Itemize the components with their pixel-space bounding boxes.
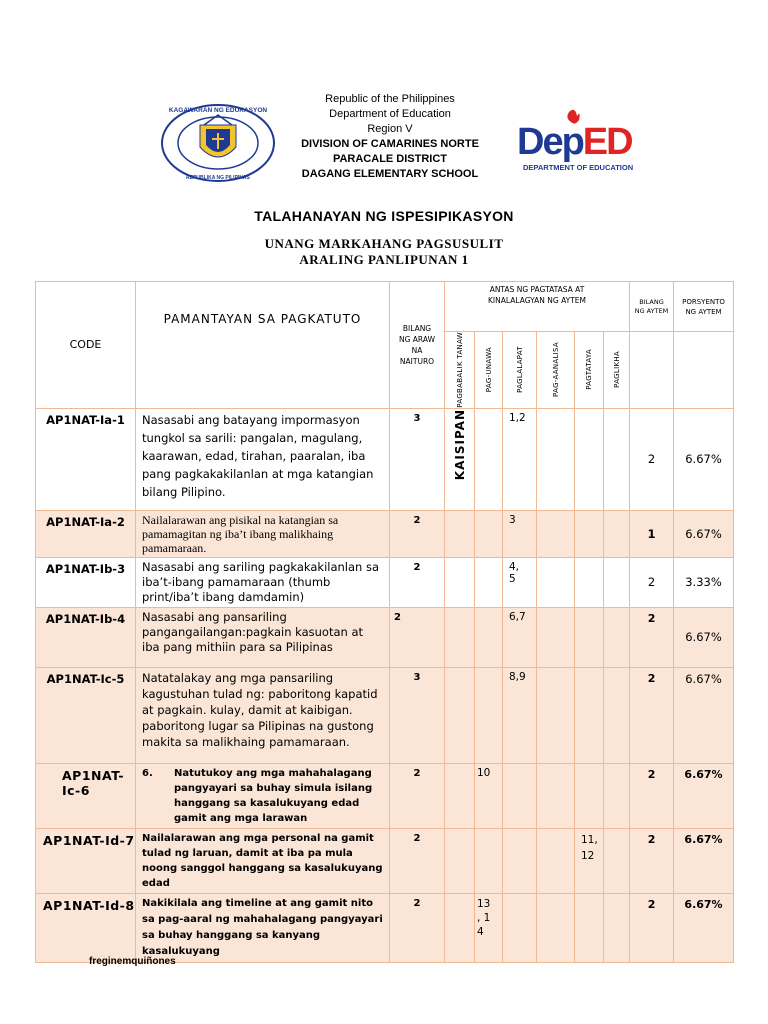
- row-level-6: [604, 557, 630, 607]
- row-level-4: [537, 667, 575, 763]
- row-percent: 6.67%: [674, 607, 734, 667]
- header-line-2: Department of Education: [329, 108, 451, 120]
- header-bilang-araw: BILANG NG ARAW NA NAITURO: [390, 282, 445, 409]
- row-level-6: [604, 408, 630, 510]
- row-competency-text: Natutukoy ang mga mahahalagang pangyayari sa buhay simula isilang hanggang sa kasalukuyang edad gamit ang mga larawan: [174, 767, 373, 824]
- row-level-6: [604, 893, 630, 962]
- header-porsyento: PORSYENTO NG AYTEM: [674, 282, 734, 332]
- table-row: [36, 893, 734, 962]
- row-level-3: 3: [503, 510, 537, 557]
- row-level-4: [537, 557, 575, 607]
- row-items: 2: [630, 893, 674, 962]
- seal-text-bottom: REPUBLIKA NG PILIPINAS: [186, 175, 250, 181]
- row-level-5: 11, 12: [575, 828, 604, 893]
- row-level-5: [575, 510, 604, 557]
- table-row: [36, 408, 734, 510]
- header-code: CODE: [36, 282, 136, 409]
- row-items: 2: [630, 667, 674, 763]
- header-line-5: PARACALE DISTRICT: [332, 153, 448, 165]
- row-level-6: [604, 607, 630, 667]
- row-code: AP1NAT-Ia-1: [36, 408, 136, 510]
- header-bilang-aytem: BILANG NG AYTEM: [630, 282, 674, 332]
- row-level-4: [537, 408, 575, 510]
- row-level-3: [503, 763, 537, 828]
- row-level-4: [537, 607, 575, 667]
- row-competency: [136, 763, 390, 828]
- row-competency: Nailalarawan ang pisikal na katangian sa pamamagitan ng iba’t ibang malikhaing pamamaraan.: [136, 510, 390, 557]
- deped-logo-subtext: DEPARTMENT OF EDUCATION: [523, 163, 634, 172]
- row-level-3: 4, 5: [503, 557, 537, 607]
- row-items: 1: [630, 510, 674, 557]
- row-level-2: 13 , 14: [475, 893, 503, 962]
- row-days: 3: [390, 667, 445, 763]
- header-line-4: DIVISION OF CAMARINES NORTE: [301, 138, 479, 150]
- row-code: AP1NAT-Id-7: [36, 828, 136, 893]
- row-competency: Nasasabi ang batayang impormasyon tungkol sa sarili: pangalan, magulang, kaarawan, edad, tirahan, paaralan, iba pang pagkakakilanlan at mga katangian bilang Pilipino.: [136, 408, 390, 510]
- footer-author: freginemquiñones: [89, 956, 176, 967]
- deped-logo-text: DepED: [517, 121, 632, 163]
- deped-logo: [515, 108, 635, 178]
- row-level-4: [537, 763, 575, 828]
- table-row: [36, 828, 734, 893]
- table-row: [36, 667, 734, 763]
- row-level-3: 6,7: [503, 607, 537, 667]
- row-days: 3: [390, 408, 445, 510]
- row-percent: 6.67%: [674, 828, 734, 893]
- document-title: TALAHANAYAN NG ISPESIPIKASYON: [254, 208, 514, 224]
- row-level-1: [445, 893, 475, 962]
- row-level-3: [503, 828, 537, 893]
- row-competency: Nasasabi ang sariling pagkakakilanlan sa iba’t-ibang pamamaraan (thumb print/iba’t ibang damdamin): [136, 557, 390, 607]
- row-level-5: [575, 557, 604, 607]
- row-days: 2: [390, 828, 445, 893]
- row-level-5: [575, 667, 604, 763]
- level-pag-aanalisa: PAG-AANALISA: [537, 332, 575, 409]
- row-level-4: [537, 893, 575, 962]
- row-level-5: [575, 408, 604, 510]
- row-items: 2: [630, 828, 674, 893]
- row-level-5: [575, 893, 604, 962]
- row-code: AP1NAT-Id-8: [36, 893, 136, 962]
- level-pag-unawa: PAG-UNAWA: [475, 332, 503, 409]
- row-items: 2: [630, 607, 674, 667]
- row-days: 2: [390, 510, 445, 557]
- specification-table: [35, 281, 734, 963]
- letterhead: [250, 92, 530, 182]
- row-competency: Nasasabi ang pansariling pangangailangan:pagkain kasuotan at iba pang mithiin para sa Pilipinas: [136, 607, 390, 667]
- row-percent: 3.33%: [674, 557, 734, 607]
- header-line-1: Republic of the Philippines: [325, 93, 455, 105]
- row-percent: 6.67%: [674, 408, 734, 510]
- row-level-1: [445, 510, 475, 557]
- row-code: AP1NAT-Ic-5: [36, 667, 136, 763]
- row-level-1: [445, 763, 475, 828]
- row-percent: 6.67%: [674, 763, 734, 828]
- row-level-1: [445, 667, 475, 763]
- row-level-2: [475, 607, 503, 667]
- row-days: 2: [390, 763, 445, 828]
- document-subtitle-2: ARALING PANLIPUNAN 1: [299, 252, 469, 267]
- row-days: 2: [390, 557, 445, 607]
- row-level-6: [604, 828, 630, 893]
- row-kaisipan: KAISIPAN: [445, 408, 475, 510]
- table-row: [36, 763, 734, 828]
- row-competency: Nailalarawan ang mga personal na gamit tulad ng laruan, damit at iba pa mula noong sanggol hanggang sa kasalukuyang edad: [136, 828, 390, 893]
- row-level-4: [537, 828, 575, 893]
- document-subtitle-1: UNANG MARKAHANG PAGSUSULIT: [264, 236, 504, 251]
- row-level-4: [537, 510, 575, 557]
- level-pagtataya: PAGTATAYA: [575, 332, 604, 409]
- row-level-3: 8,9: [503, 667, 537, 763]
- row-code: AP1NAT-Ic-6: [36, 763, 136, 828]
- level-paglalapat: PAGLALAPAT: [503, 332, 537, 409]
- row-percent: 6.67%: [674, 893, 734, 962]
- row-code: AP1NAT-Ib-3: [36, 557, 136, 607]
- seal-text-top: KAGAWARAN NG EDUKASYON: [168, 107, 268, 114]
- row-item-number: 6.: [142, 767, 153, 779]
- row-level-2: 10: [475, 763, 503, 828]
- level-pagbabalik-tanaw: PAGBABALIK TANAW: [445, 332, 475, 409]
- row-level-2: [475, 667, 503, 763]
- deped-seal-logo: [160, 103, 276, 183]
- header-line-3: Region V: [367, 123, 413, 135]
- header-line-6: DAGANG ELEMENTARY SCHOOL: [301, 168, 479, 180]
- row-days: 2: [390, 607, 445, 667]
- row-percent: 6.67%: [674, 510, 734, 557]
- table-row: [36, 510, 734, 557]
- row-level-6: [604, 763, 630, 828]
- row-competency: Natatalakay ang mga pansariling kagustuhan tulad ng: paboritong kapatid at pagkain. kulay, damit at kaibigan. paboritong lugar sa Pilipinas na gustong makita sa malikhaing pamamaraan.: [136, 667, 390, 763]
- row-level-5: [575, 763, 604, 828]
- row-level-6: [604, 510, 630, 557]
- row-days: 2: [390, 893, 445, 962]
- row-percent: 6.67%: [674, 667, 734, 763]
- row-level-6: [604, 667, 630, 763]
- row-level-3: 1,2: [503, 408, 537, 510]
- row-level-1: [445, 557, 475, 607]
- row-items: 2: [630, 763, 674, 828]
- table-row: [36, 607, 734, 667]
- row-level-5: [575, 607, 604, 667]
- row-level-1: [445, 828, 475, 893]
- row-level-2: [475, 828, 503, 893]
- table-row: [36, 557, 734, 607]
- row-items: 2: [630, 408, 674, 510]
- header-antas: ANTAS NG PAGTATASA AT KINALALAGYAN NG AYTEM: [445, 282, 630, 332]
- level-paglikha: PAGLIKHA: [604, 332, 630, 409]
- row-level-2: [475, 408, 503, 510]
- row-items: 2: [630, 557, 674, 607]
- row-level-1: [445, 607, 475, 667]
- row-level-2: [475, 557, 503, 607]
- row-code: AP1NAT-Ib-4: [36, 607, 136, 667]
- row-code: AP1NAT-Ia-2: [36, 510, 136, 557]
- header-pamantayan: PAMANTAYAN SA PAGKATUTO: [136, 282, 390, 409]
- row-competency: Nakikilala ang timeline at ang gamit nito sa pag-aaral ng mahahalagang pangyayari sa buhay hanggang sa kanyang kasalukuyang: [136, 893, 390, 962]
- row-level-2: [475, 510, 503, 557]
- row-level-3: [503, 893, 537, 962]
